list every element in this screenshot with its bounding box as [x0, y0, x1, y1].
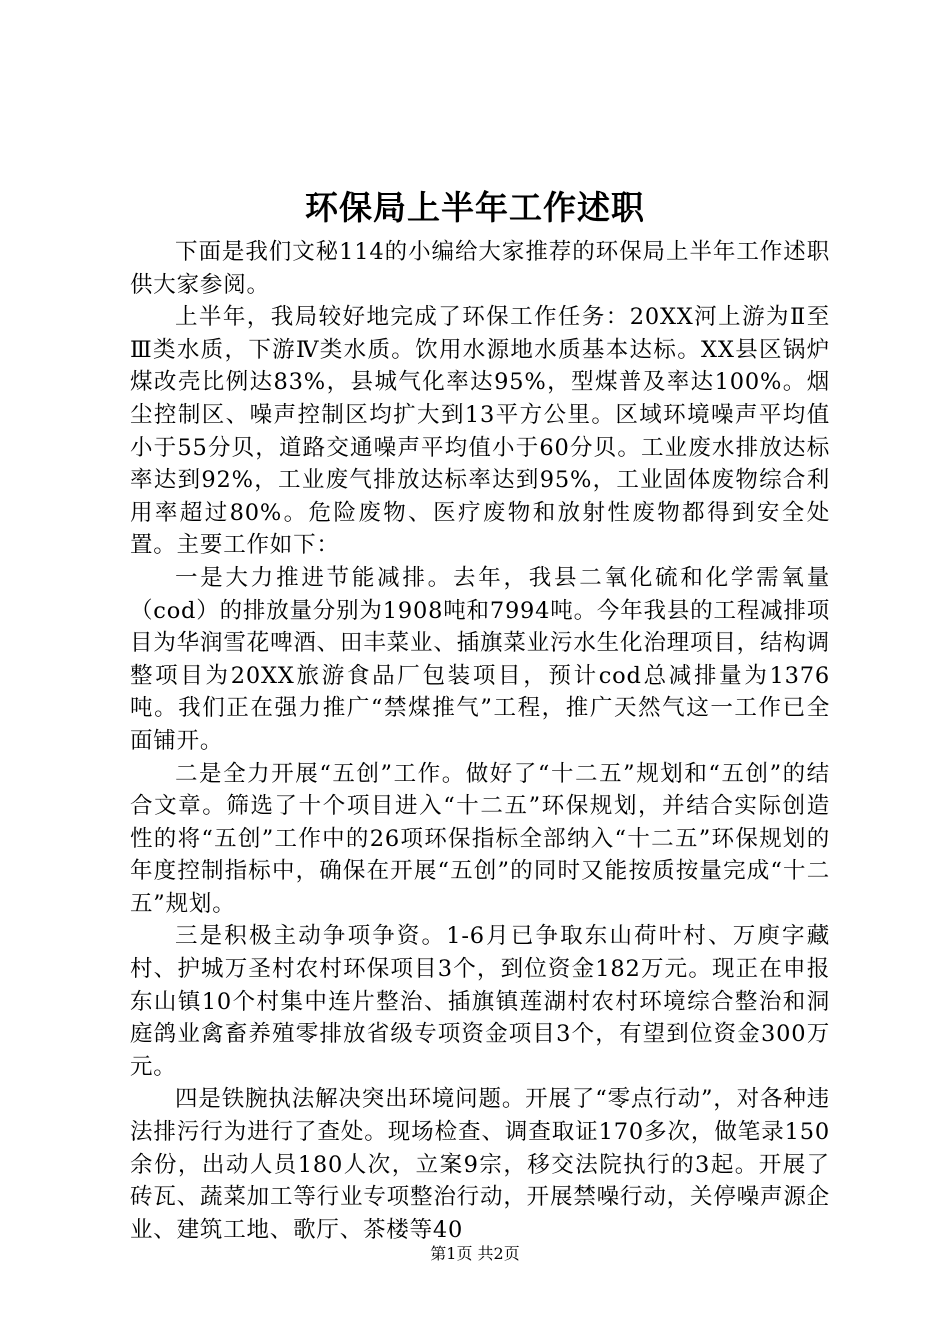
paragraph-enforcement: 四是铁腕执法解决突出环境问题。开展了“零点行动”，对各种违法排污行为进行了查处。现场检查、调查取证170多次，做笔录150余份，出动人员180人次，立案9宗，移交法院执行的3起。开展了砖瓦、蔬菜加工等行业专项整治行动，开展禁噪行动，关停噪声源企业、建筑工地、歌厅、茶楼等40 — [130, 1086, 830, 1243]
page-number-footer: 第1页 共2页 — [430, 1244, 520, 1263]
document-body — [130, 236, 830, 1246]
paragraph-intro: 下面是我们文秘114的小编给大家推荐的环保局上半年工作述职供大家参阅。 — [130, 239, 830, 298]
paragraph-summary: 上半年，我局较好地完成了环保工作任务：20XX河上游为Ⅱ至Ⅲ类水质，下游Ⅳ类水质。饮用水源地水质基本达标。XX县区锅炉煤改壳比例达83%，县城气化率达95%，型煤普及率达100%。烟尘控制区、噪声控制区均扩大到13平方公里。区域环境噪声平均值小于55分贝，道路交通噪声平均值小于60分贝。工业废水排放达标率达到92%，工业废气排放达标率达到95%，工业固体废物综合利用率超过80%。危险废物、医疗废物和放射性废物都得到安全处置。主要工作如下： — [130, 304, 830, 559]
document-title: 环保局上半年工作述职 — [305, 188, 645, 227]
paragraph-five-creations: 二是全力开展“五创”工作。做好了“十二五”规划和“五创”的结合文章。筛选了十个项目进入“十二五”环保规划，并结合实际创造性的将“五创”工作中的26项环保指标全部纳入“十二五”环保规划的年度控制指标中，确保在开展“五创”的同时又能按质按量完成“十二五”规划。 — [130, 760, 830, 917]
paragraph-funding: 三是积极主动争项争资。1-6月已争取东山荷叶村、万庾字藏村、护城万圣村农村环保项目3个，到位资金182万元。现正在申报东山镇10个村集中连片整治、插旗镇莲湖村农村环境综合整治和洞庭鸽业禽畜养殖零排放省级专项资金项目3个，有望到位资金300万元。 — [130, 923, 830, 1080]
paragraph-energy-saving: 一是大力推进节能减排。去年，我县二氧化硫和化学需氧量（cod）的排放量分别为1908吨和7994吨。今年我县的工程减排项目为华润雪花啤酒、田丰菜业、插旗菜业污水生化治理项目，结构调整项目为20XX旅游食品厂包装项目，预计cod总减排量为1376吨。我们正在强力推广“禁煤推气”工程，推广天然气这一工作已全面铺开。 — [130, 564, 830, 754]
